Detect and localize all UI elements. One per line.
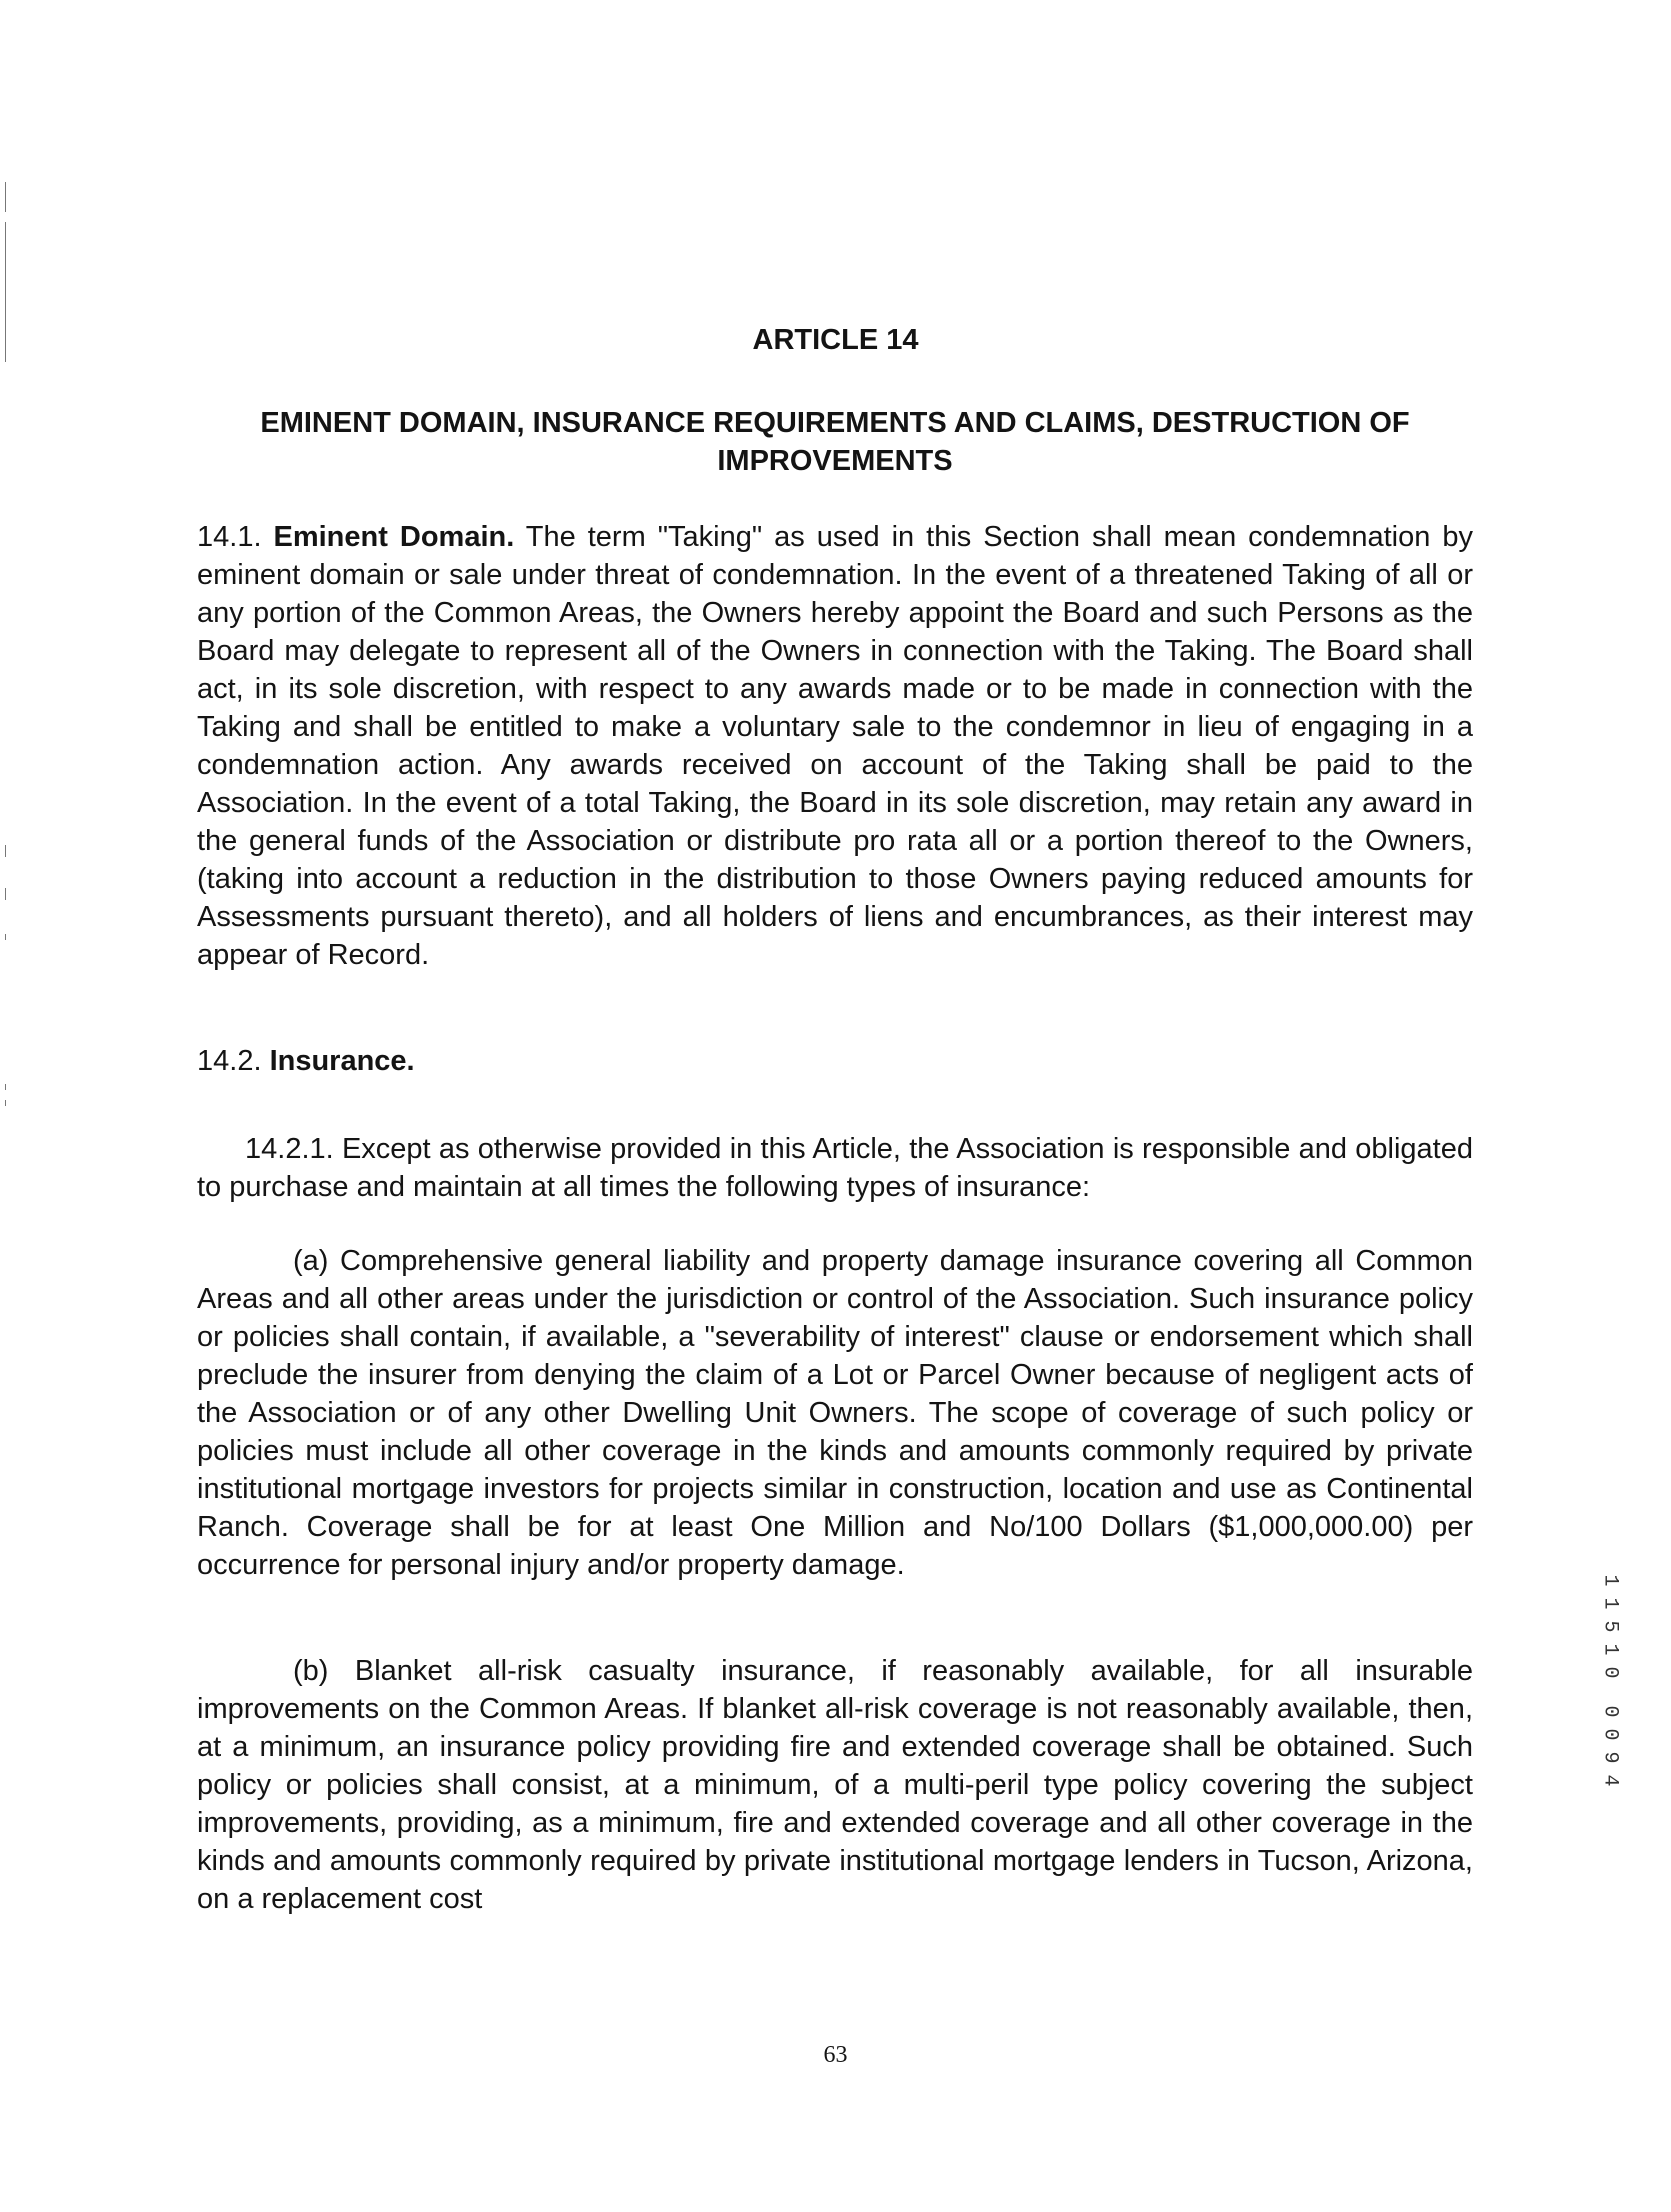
recording-stamp-char: 0 xyxy=(1598,1666,1622,1679)
item-b-paragraph: (b) Blanket all-risk casualty insurance, if reasonably available, for all insurable improvements on the Common Areas. If blanket all-risk coverage is not reasonably available, then, at a minimum, an insurance policy providing fire and extended coverage shall be obtained. Such policy or policies shall consist, at a minimum, of a multi-peril type policy covering the subject improvements, providing, as a minimum, fire and extended coverage and all other coverage in the kinds and amounts commonly required by private institutional mortgage lenders in Tucson, Arizona, on a replacement cost xyxy=(197,1655,1473,1915)
scan-artifact-mark xyxy=(5,1100,6,1106)
scan-artifact-mark xyxy=(5,934,6,940)
recording-stamp-char: 1 xyxy=(1598,1574,1622,1587)
scan-artifact-mark xyxy=(5,888,6,900)
section-14-1-number: 14.1. xyxy=(197,521,262,553)
section-14-2-heading xyxy=(197,1042,1473,1080)
recording-stamp-char: 0 xyxy=(1598,1728,1622,1741)
article-subtitle: EMINENT DOMAIN, INSURANCE REQUIREMENTS AND CLAIMS, DESTRUCTION OF IMPROVEMENTS xyxy=(260,407,1410,477)
section-14-2-number: 14.2. xyxy=(197,1045,262,1077)
section-14-1-text: The term "Taking" as used in this Section shall mean condemnation by eminent domain or sale under threat of condemnation. In the event of a threatened Taking of all or any portion of the Common Areas, the Owners hereby appoint the Board and such Persons as the Board may delegate to represent all of the Owners in connection with the Taking. The Board shall act, in its sole discretion, with respect to any awards made or to be made in connection with the Taking and shall be entitled to make a voluntary sale to the condemnor in lieu of engaging in a condemnation action. Any awards received on account of the Taking shall be paid to the Association. In the event of a total Taking, the Board in its sole discretion, may retain any award in the general funds of the Association or distribute pro rata all or a portion thereof to the Owners, (taking into account a reduction in the distribution to those Owners paying reduced amounts for Assessments pursuant thereto), and all holders of liens and encumbrances, as their interest may appear of Record. xyxy=(197,521,1473,971)
recording-stamp-char: 1 xyxy=(1598,1643,1622,1656)
section-14-2-1-paragraph: 14.2.1. Except as otherwise provided in this Article, the Association is responsible and obligated to purchase and maintain at all times the following types of insurance: xyxy=(197,1133,1473,1203)
item-a-paragraph: (a) Comprehensive general liability and property damage insurance covering all Common Areas and all other areas under the jurisdiction or control of the Association. Such insurance policy or policies shall contain, if available, a "severability of interest" clause or endorsement which shall preclude the insurer from denying the claim of a Lot or Parcel Owner because of negligent acts of the Association or of any other Dwelling Unit Owners. The scope of coverage of such policy or policies must include all other coverage in the kinds and amounts commonly required by private institutional mortgage investors for projects similar in construction, location and use as Continental Ranch. Coverage shall be for at least One Million and No/100 Dollars ($1,000,000.00) per occurrence for personal injury and/or property damage. xyxy=(197,1245,1473,1581)
recording-stamp-char: 0 xyxy=(1598,1705,1622,1718)
scan-artifact-mark xyxy=(5,1084,6,1090)
section-14-1-paragraph xyxy=(197,518,1473,974)
recording-stamp-char: 4 xyxy=(1598,1774,1622,1787)
recording-stamp-char: 9 xyxy=(1598,1751,1622,1764)
recording-stamp xyxy=(1590,1570,1630,1930)
article-title: ARTICLE 14 xyxy=(752,324,919,356)
recording-stamp-char: 5 xyxy=(1598,1620,1622,1633)
page-number: 63 xyxy=(823,2042,848,2068)
scan-artifact-mark xyxy=(5,845,6,857)
scan-artifact-mark xyxy=(5,182,6,212)
recording-stamp-char: 1 xyxy=(1598,1597,1622,1610)
recording-stamp-char xyxy=(1603,1686,1617,1698)
section-14-2-title: Insurance. xyxy=(269,1045,415,1077)
section-14-1-title: Eminent Domain. xyxy=(273,521,515,553)
